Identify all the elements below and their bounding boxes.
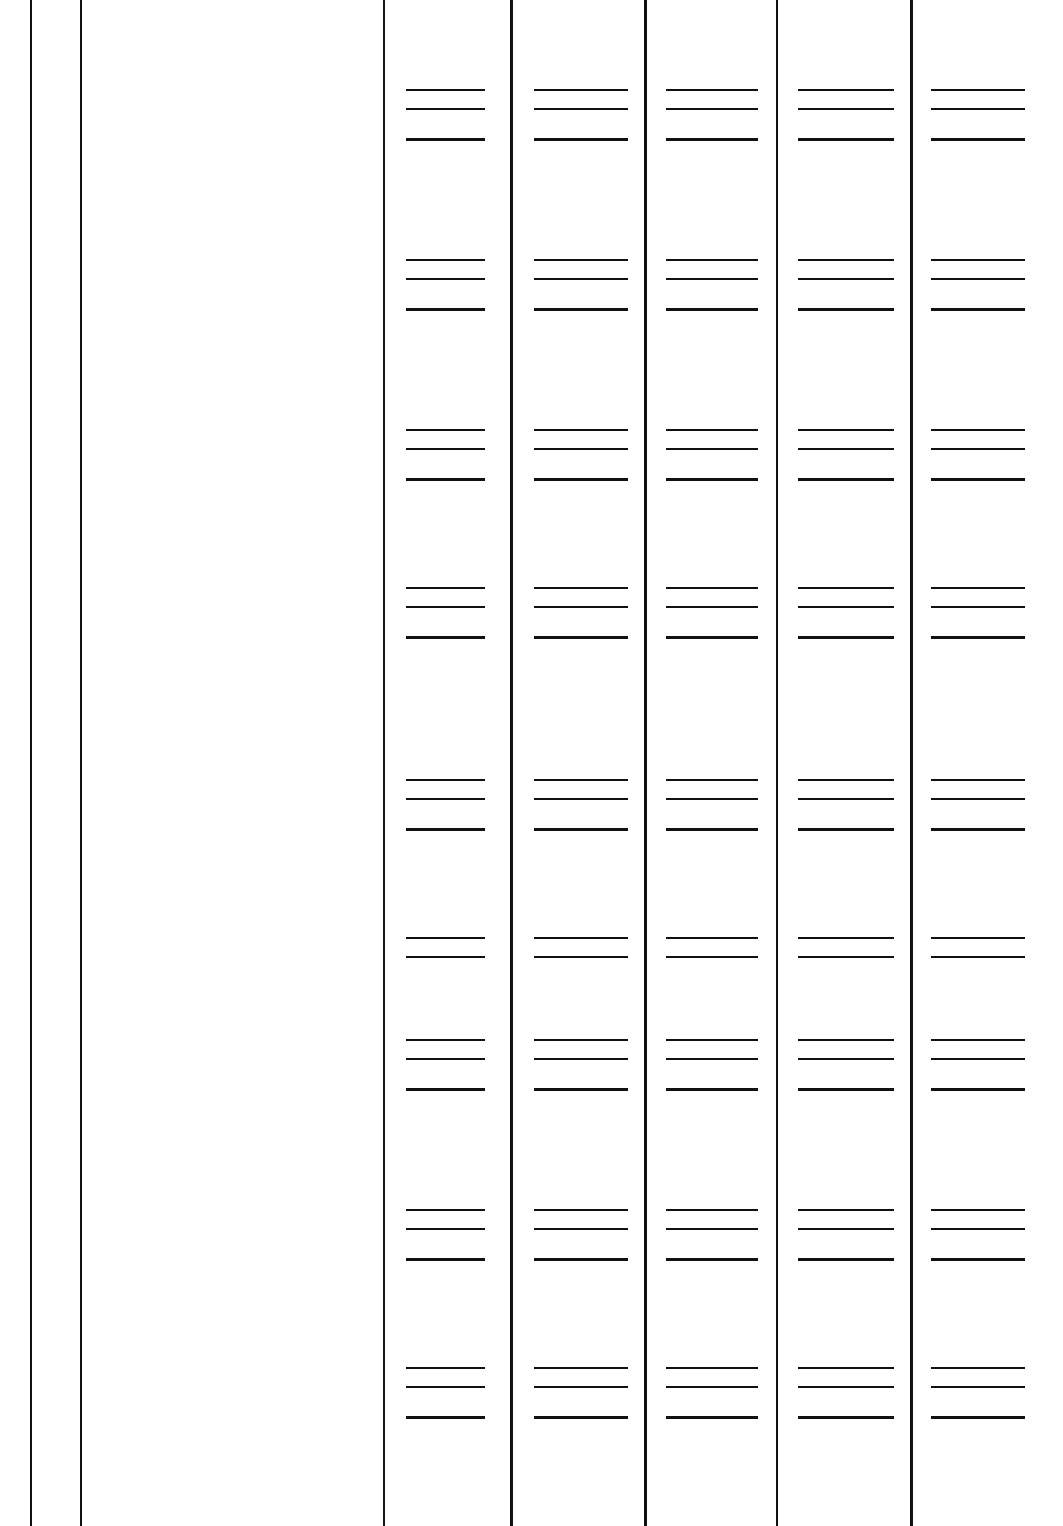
column-rule (30, 0, 32, 1526)
total-rule (931, 1258, 1025, 1261)
sum-rule (798, 798, 894, 800)
total-rule (406, 636, 485, 639)
total-rule (798, 636, 894, 639)
total-rule (406, 478, 485, 481)
sum-rule (406, 448, 485, 450)
total-rule (931, 636, 1025, 639)
sum-rule (798, 1209, 894, 1211)
total-rule (666, 1088, 758, 1091)
sum-rule (931, 448, 1025, 450)
total-rule (534, 1258, 628, 1261)
total-rule (666, 1258, 758, 1261)
sum-rule (406, 429, 485, 431)
sum-rule (534, 429, 628, 431)
sum-rule (798, 1386, 894, 1388)
sum-rule (931, 587, 1025, 589)
sum-rule (798, 606, 894, 608)
sum-rule (406, 259, 485, 261)
sum-rule (534, 108, 628, 110)
sum-rule (406, 1039, 485, 1041)
sum-rule (798, 587, 894, 589)
total-rule (666, 828, 758, 831)
sum-rule (406, 1228, 485, 1230)
column-rule (776, 0, 778, 1526)
total-rule (798, 308, 894, 311)
sum-rule (931, 779, 1025, 781)
sum-rule (406, 278, 485, 280)
sum-rule (666, 1367, 758, 1369)
sum-rule (666, 956, 758, 958)
sum-rule (798, 278, 894, 280)
total-rule (406, 138, 485, 141)
sum-rule (534, 779, 628, 781)
sum-rule (666, 937, 758, 939)
sum-rule (666, 1039, 758, 1041)
sum-rule (666, 1058, 758, 1060)
sum-rule (798, 956, 894, 958)
sum-rule (931, 956, 1025, 958)
sum-rule (666, 89, 758, 91)
sum-rule (666, 278, 758, 280)
sum-rule (534, 1039, 628, 1041)
sum-rule (931, 89, 1025, 91)
total-rule (534, 828, 628, 831)
sum-rule (406, 1386, 485, 1388)
sum-rule (534, 587, 628, 589)
sum-rule (666, 798, 758, 800)
column-rule (644, 0, 647, 1526)
sum-rule (534, 1209, 628, 1211)
total-rule (534, 308, 628, 311)
total-rule (534, 1088, 628, 1091)
sum-rule (666, 259, 758, 261)
sum-rule (406, 937, 485, 939)
sum-rule (406, 89, 485, 91)
sum-rule (931, 429, 1025, 431)
total-rule (534, 636, 628, 639)
total-rule (931, 308, 1025, 311)
total-rule (798, 1088, 894, 1091)
total-rule (931, 478, 1025, 481)
sum-rule (534, 1367, 628, 1369)
sum-rule (798, 1367, 894, 1369)
total-rule (798, 138, 894, 141)
sum-rule (534, 89, 628, 91)
sum-rule (534, 956, 628, 958)
total-rule (798, 1416, 894, 1419)
sum-rule (406, 1367, 485, 1369)
sum-rule (931, 1039, 1025, 1041)
sum-rule (666, 429, 758, 431)
sum-rule (798, 108, 894, 110)
sum-rule (666, 448, 758, 450)
sum-rule (798, 429, 894, 431)
sum-rule (931, 1228, 1025, 1230)
sum-rule (931, 1209, 1025, 1211)
sum-rule (534, 1058, 628, 1060)
total-rule (931, 828, 1025, 831)
column-rule (383, 0, 385, 1526)
sum-rule (406, 606, 485, 608)
sum-rule (666, 779, 758, 781)
sum-rule (798, 1228, 894, 1230)
total-rule (534, 138, 628, 141)
total-rule (406, 1258, 485, 1261)
sum-rule (666, 1386, 758, 1388)
sum-rule (666, 108, 758, 110)
sum-rule (931, 259, 1025, 261)
column-rule (80, 0, 82, 1526)
total-rule (666, 478, 758, 481)
sum-rule (534, 798, 628, 800)
total-rule (666, 1416, 758, 1419)
total-rule (534, 478, 628, 481)
total-rule (406, 1088, 485, 1091)
sum-rule (666, 1228, 758, 1230)
sum-rule (798, 1058, 894, 1060)
sum-rule (534, 937, 628, 939)
total-rule (406, 308, 485, 311)
sum-rule (798, 1039, 894, 1041)
sum-rule (406, 798, 485, 800)
sum-rule (666, 606, 758, 608)
total-rule (798, 478, 894, 481)
sum-rule (534, 606, 628, 608)
sum-rule (931, 937, 1025, 939)
sum-rule (534, 448, 628, 450)
total-rule (406, 1416, 485, 1419)
total-rule (798, 1258, 894, 1261)
total-rule (931, 1088, 1025, 1091)
sum-rule (931, 1367, 1025, 1369)
sum-rule (666, 1209, 758, 1211)
total-rule (406, 828, 485, 831)
sum-rule (931, 278, 1025, 280)
column-rule (510, 0, 513, 1526)
sum-rule (931, 1058, 1025, 1060)
sum-rule (406, 108, 485, 110)
sum-rule (406, 1058, 485, 1060)
sum-rule (406, 956, 485, 958)
column-rule (910, 0, 913, 1526)
total-rule (534, 1416, 628, 1419)
total-rule (931, 1416, 1025, 1419)
sum-rule (798, 779, 894, 781)
sum-rule (931, 798, 1025, 800)
sum-rule (534, 1386, 628, 1388)
sum-rule (534, 278, 628, 280)
total-rule (666, 308, 758, 311)
sum-rule (534, 259, 628, 261)
sum-rule (534, 1228, 628, 1230)
sum-rule (931, 108, 1025, 110)
total-rule (798, 828, 894, 831)
sum-rule (798, 937, 894, 939)
total-rule (666, 636, 758, 639)
sum-rule (406, 1209, 485, 1211)
sum-rule (406, 587, 485, 589)
total-rule (931, 138, 1025, 141)
sum-rule (798, 259, 894, 261)
sum-rule (931, 1386, 1025, 1388)
sum-rule (666, 587, 758, 589)
sum-rule (406, 779, 485, 781)
sum-rule (798, 448, 894, 450)
total-rule (666, 138, 758, 141)
sum-rule (798, 89, 894, 91)
sum-rule (931, 606, 1025, 608)
